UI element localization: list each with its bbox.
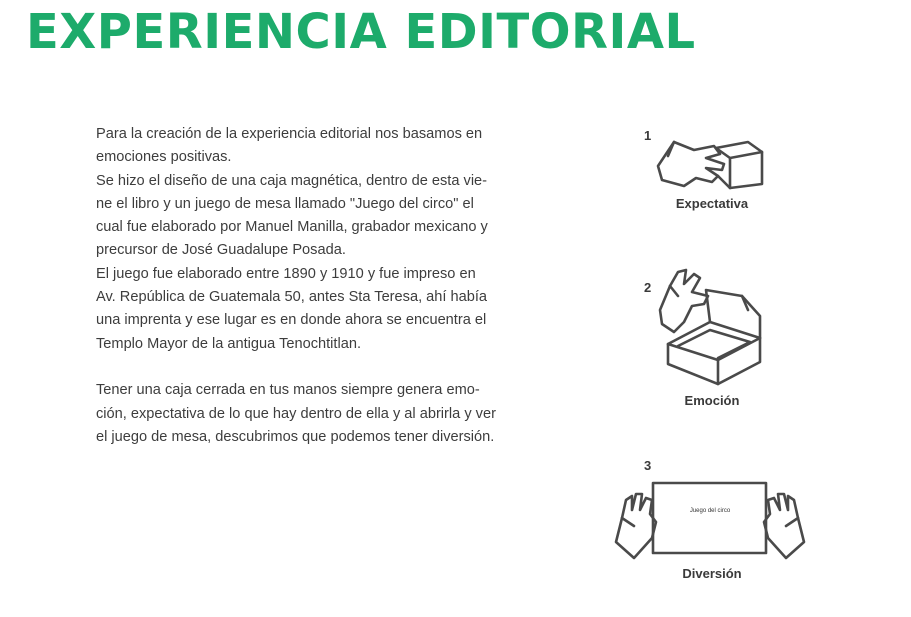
text-line: Tener una caja cerrada en tus manos siempre genera emo- [96, 382, 480, 399]
text-line: Se hizo el diseño de una caja magnética, dentro de esta vie- [96, 172, 488, 189]
text-line: El juego fue elaborado entre 1890 y 1910 y fue impreso en [96, 265, 476, 282]
step-3-label: Diversión [682, 566, 742, 581]
hands-holding-game-icon [612, 480, 808, 562]
text-line: precursor de José Guadalupe Posada. [96, 242, 346, 259]
hand-opening-box-icon [656, 266, 766, 388]
page-title: EXPERIENCIA EDITORIAL [26, 4, 696, 60]
game-card-title: Juego del circo [689, 508, 731, 514]
text-line: el juego de mesa, descubrimos que podemos tener diversión. [96, 428, 495, 445]
step-2-label: Emoción [684, 393, 740, 408]
text-line: ción, expectativa de lo que hay dentro de ella y al abrirla y ver [96, 405, 496, 422]
text-line: Av. República de Guatemala 50, antes Sta Teresa, ahí había [96, 289, 488, 306]
step-2-number: 2 [644, 280, 652, 295]
text-line: emociones positivas. [96, 149, 232, 166]
description-text [96, 123, 508, 449]
text-line: una imprenta y ese lugar es en donde ahora se encuentra el [96, 312, 487, 329]
hand-giving-box-icon [654, 136, 766, 194]
text-line: Para la creación de la experiencia editorial nos basamos en [96, 126, 483, 142]
text-line: ne el libro y un juego de mesa llamado "Juego del circo" el [96, 195, 474, 212]
text-line: Templo Mayor de la antigua Tenochtitlan. [96, 335, 362, 352]
step-1-number: 1 [644, 128, 652, 143]
step-1-label: Expectativa [675, 196, 749, 211]
text-line: cual fue elaborado por Manuel Manilla, grabador mexicano y [96, 219, 488, 236]
step-3-number: 3 [644, 458, 652, 473]
paragraph-gap [96, 356, 508, 379]
